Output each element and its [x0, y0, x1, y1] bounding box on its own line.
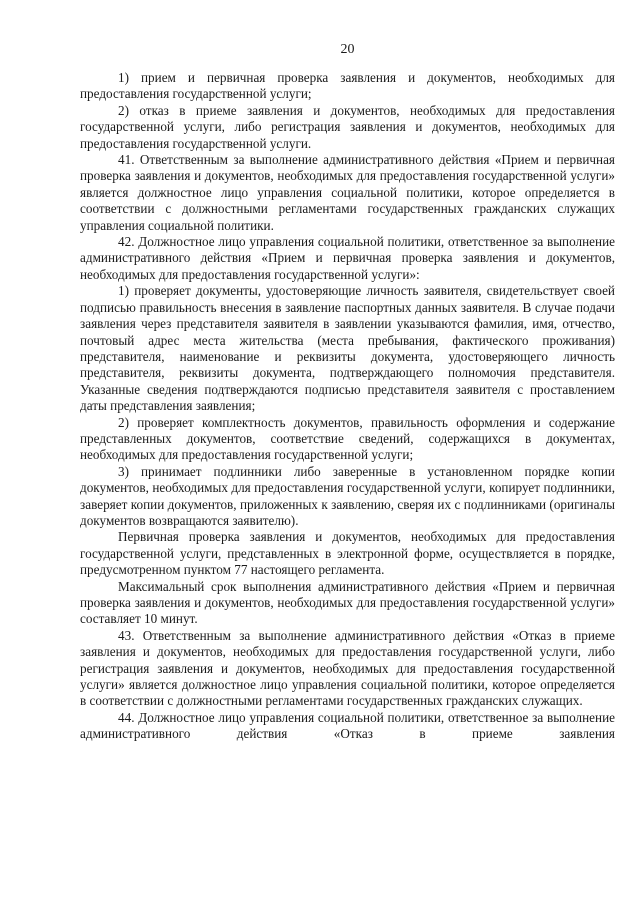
document-body — [80, 70, 615, 743]
paragraph-clause-43: 43. Ответственным за выполнение административного действия «Отказ в приеме заявления и документов, необходимых для предоставления государственной услуги, либо регистрация заявления и документов, необходимых для предоставления государственной услуги» является должностное лицо управления социальной политики, которое определяется в соответствии с должностными регламентами государственных гражданских служащих. — [80, 627, 615, 709]
paragraph-clause-42-item-1: 1) проверяет документы, удостоверяющие личность заявителя, свидетельствует своей подписью правильность внесения в заявление паспортных данных заявителя. В случае подачи заявления через представителя заявителя в заявлении указываются фамилия, имя, отчество, почтовый адрес места жительства (места пребывания, фактического проживания) представителя, наименование и реквизиты документа, удостоверяющего личность представителя, реквизиты документа, подтверждающего полномочия представителя. Указанные сведения подтверждаются подписью представителя заявителя с проставлением даты представления заявления; — [80, 283, 615, 414]
paragraph-clause-42-item-3: 3) принимает подлинники либо заверенные в установленном порядке копии документов, необходимых для предоставления государственной услуги, копирует подлинники, заверяет копии документов, приложенных к заявлению, сверяя их с подлинниками (оригиналы документов возвращаются заявителю). — [80, 463, 615, 528]
page-number: 20 — [340, 42, 355, 57]
paragraph-item-2: 2) отказ в приеме заявления и документов, необходимых для предоставления государственной услуги, либо регистрация заявления и документов, необходимых для предоставления государственной услуги. — [80, 102, 615, 151]
paragraph-clause-42-item-2: 2) проверяет комплектность документов, правильность оформления и содержание представленных документов, соответствие сведений, содержащихся в документах, необходимых для предоставления государственной услуги; — [80, 414, 615, 463]
paragraph-clause-44: 44. Должностное лицо управления социальной политики, ответственное за выполнение административного действия «Отказ в приеме заявления — [80, 709, 615, 742]
paragraph-electronic-check: Первичная проверка заявления и документов, необходимых для предоставления государственной услуги, представленных в электронной форме, осуществляется в порядке, предусмотренном пунктом 77 настоящего регламента. — [80, 529, 615, 578]
paragraph-clause-41: 41. Ответственным за выполнение административного действия «Прием и первичная проверка заявления и документов, необходимых для предоставления государственной услуги» является должностное лицо управления социальной политики, которое определяется в соответствии с должностными регламентами государственных гражданских служащих управления социальной политики. — [80, 152, 615, 233]
paragraph-item-1: 1) прием и первичная проверка заявления и документов, необходимых для предоставления государственной услуги; — [80, 70, 615, 102]
paragraph-clause-42: 42. Должностное лицо управления социальной политики, ответственное за выполнение административного действия «Прием и первичная проверка заявления и документов, необходимых для предоставления государственной услуги»: — [80, 234, 615, 282]
paragraph-max-time: Максимальный срок выполнения административного действия «Прием и первичная проверка заявления и документов, необходимых для предоставления государственной услуги» составляет 10 минут. — [80, 578, 615, 627]
